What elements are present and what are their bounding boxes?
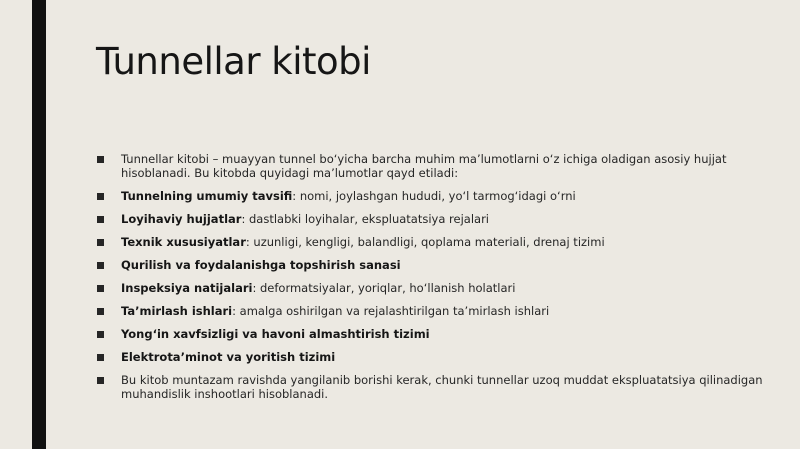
item-text: : dastlabki loyihalar, ekspluatatsiya rejalari <box>241 212 490 226</box>
item-heading: Texnik xususiyatlar <box>121 235 246 249</box>
left-accent-bar <box>32 0 46 449</box>
square-bullet-icon <box>97 377 104 384</box>
list-item-technical-specs <box>96 236 605 250</box>
list-item-intro <box>96 153 776 180</box>
item-heading: Elektrota’minot va yoritish tizimi <box>121 350 336 364</box>
item-heading: Tunnelning umumiy tavsifi <box>121 189 293 203</box>
list-item-project-docs <box>96 213 489 227</box>
square-bullet-icon <box>97 262 104 269</box>
item-text: : deformatsiyalar, yoriqlar, ho‘llanish holatlari <box>252 281 516 295</box>
item-text: Bu kitob muntazam ravishda yangilanib borishi kerak, chunki tunnellar uzoq muddat ekspluatatsiya qilinadigan muhandislik inshootlari hisoblanadi. <box>121 373 763 401</box>
item-text: : uzunligi, kengligi, balandligi, qoplama materiali, drenaj tizimi <box>245 235 605 249</box>
square-bullet-icon <box>97 156 104 163</box>
item-heading: Inspeksiya natijalari <box>121 281 253 295</box>
item-heading: Loyihaviy hujjatlar <box>121 212 242 226</box>
square-bullet-icon <box>97 285 104 292</box>
list-item-construction-date <box>96 259 401 273</box>
square-bullet-icon <box>97 216 104 223</box>
square-bullet-icon <box>97 308 104 315</box>
square-bullet-icon <box>97 239 104 246</box>
item-text: : nomi, joylashgan hududi, yo‘l tarmog‘idagi o‘rni <box>292 189 576 203</box>
item-heading: Yong‘in xavfsizligi va havoni almashtirish tizimi <box>121 327 430 341</box>
list-item-conclusion <box>96 374 776 401</box>
slide-title: Tunnellar kitobi <box>96 40 371 83</box>
list-item-fire-safety <box>96 328 430 342</box>
square-bullet-icon <box>97 354 104 361</box>
list-item-power-lighting <box>96 351 335 365</box>
list-item-repair-works <box>96 305 549 319</box>
square-bullet-icon <box>97 331 104 338</box>
list-item-general-description <box>96 190 576 204</box>
item-heading: Ta’mirlash ishlari <box>121 304 233 318</box>
item-text: Tunnellar kitobi – muayyan tunnel bo‘yicha barcha muhim ma’lumotlarni o‘z ichiga oladigan asosiy hujjat hisoblanadi. Bu kitobda quyidagi ma’lumotlar qayd etiladi: <box>121 152 727 180</box>
item-heading: Qurilish va foydalanishga topshirish sanasi <box>121 258 401 272</box>
list-item-inspection-results <box>96 282 515 296</box>
square-bullet-icon <box>97 193 104 200</box>
item-text: : amalga oshirilgan va rejalashtirilgan ta’mirlash ishlari <box>232 304 550 318</box>
